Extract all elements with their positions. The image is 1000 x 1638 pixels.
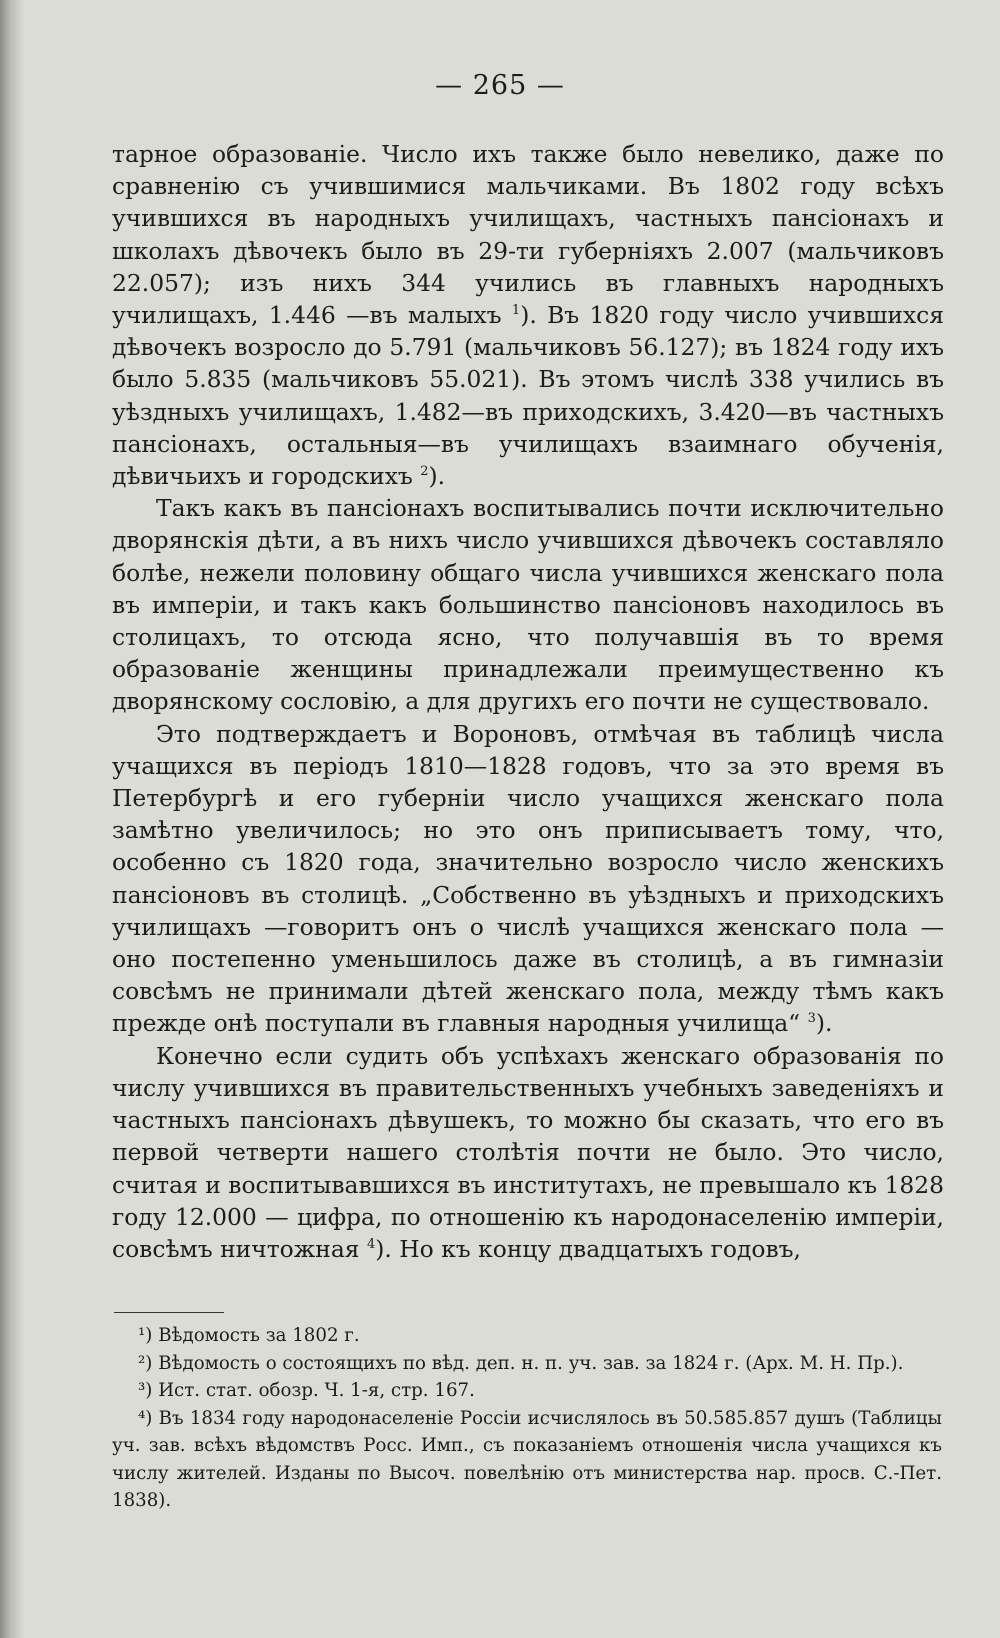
footnote-ref-2: 2 (420, 464, 429, 480)
footnotes (112, 1322, 942, 1515)
footnote-mark: ³) (138, 1380, 153, 1401)
paragraph-1-text-b: . Въ 1820 году число учившихся дѣвочекъ возросло до 5.791 (мальчиковъ 56.127); въ 1824 году ихъ было 5.835 (мальчиковъ 55.021). Въ этомъ числѣ 338 учились въ уѣздныхъ училищахъ, 1.482—въ приходскихъ, 3.420—въ частныхъ пансіонахъ, остальныя—въ училищахъ взаимнаго обученія, дѣвичьихъ и городскихъ (112, 301, 944, 491)
footnote-text: Вѣдомость за 1802 г. (158, 1325, 360, 1346)
paragraph-4-text-a: Конечно если судить объ успѣхахъ женскаго образованія по числу учившихся въ правительственныхъ учебныхъ заведеніяхъ и частныхъ пансіонахъ дѣвушекъ, то можно бы сказать, что его въ первой четверти нашего столѣтія почти не было. Это число, считая и воспитывавшихся въ институтахъ, не превышало къ 1828 году 12.000 — цифра, по отношенію къ народонаселенію имперіи, совсѣмъ ничтожная (112, 1041, 944, 1263)
footnote-text: Въ 1834 году народонаселеніе Россіи исчислялось въ 50.585.857 душъ (Таблицы уч. зав. всѣхъ вѣдомствъ Росс. Имп., съ показаніемъ отношенія числа учащихся къ числу жителей. Изданы по Высоч. повелѣнію отъ министерства нар. просв. С.-Пет. 1838). (112, 1407, 942, 1511)
footnote-mark: ²) (138, 1352, 153, 1374)
page-number: — 265 — (435, 70, 565, 101)
paragraph-1: тарное образованіе. Число ихъ также было невелико, даже по сравненію съ учившимися мальчиками. Въ 1802 году всѣхъ учившихся въ народныхъ училищахъ, частныхъ пансіонахъ и школахъ дѣвочекъ было въ 29-ти губерніяхъ 2.007 (мальчиковъ 22.057); изъ нихъ 344 учились въ главныхъ народныхъ училищахъ, 1.446 —въ малыхъ $^1$). Въ 1820 году число учившихся дѣвочекъ возросло до 5.791 (мальчиковъ 56.127); въ 1824 году ихъ было 5.835 (мальчиковъ 55.021). Въ этомъ числѣ 338 учились въ уѣздныхъ училищахъ, 1.482—въ приходскихъ, 3.420—въ частныхъ пансіонахъ, остальныя—въ училищахъ взаимнаго обученія, дѣвичьихъ и городскихъ $^2$). (112, 140, 944, 491)
page-gutter-shadow (0, 0, 24, 1638)
footnote-text: Вѣдомость о состоящихъ по вѣд. деп. н. п. уч. зав. за 1824 г. (Арх. М. Н. Пр.). (158, 1352, 904, 1374)
footnote-ref-1: 1 (511, 303, 521, 319)
main-text (112, 138, 944, 1265)
footnote-4 (112, 1405, 942, 1515)
paragraph-4: Конечно если судить объ успѣхахъ женскаго образованія по числу учившихся въ правительственныхъ учебныхъ заведеніяхъ и частныхъ пансіонахъ дѣвушекъ, то можно бы сказать, что его въ первой четверти нашего столѣтія почти не было. Это число, считая и воспитывавшихся въ институтахъ, не превышало къ 1828 году 12.000 — цифра, по отношенію къ народонаселенію имперіи, совсѣмъ ничтожная $^4$). Но къ концу двадцатыхъ годовъ, (112, 1041, 944, 1263)
footnote-separator (114, 1312, 224, 1313)
footnote-ref-3: 3 (807, 1011, 816, 1027)
footnote-1 (112, 1322, 942, 1350)
paragraph-3-text: Это подтверждаетъ и Вороновъ, отмѣчая въ таблицѣ числа учащихся въ періодъ 1810—1828 годовъ, что за это время въ Петербургѣ и его губерніи число учащихся женскаго пола замѣтно увеличилось; но это онъ приписываетъ тому, что, особенно съ 1820 года, значительно возросло число женскихъ пансіоновъ въ столицѣ. „Собственно въ уѣздныхъ и приходскихъ училищахъ —говоритъ онъ о числѣ учащихся женскаго пола — оно постепенно уменьшилось даже въ столицѣ, а въ гимназіи совсѣмъ не принимали дѣтей женскаго пола, между тѣмъ какъ прежде онѣ поступали въ главныя народныя училища“ (112, 719, 944, 1038)
paragraph-3 (112, 718, 944, 1040)
paragraph-2: Такъ какъ въ пансіонахъ воспитывались почти исключительно дворянскія дѣти, а въ нихъ число учившихся дѣвочекъ составляло болѣе, нежели половину общаго числа учившихся женскаго пола въ имперіи, и такъ какъ большинство пансіоновъ находилось въ столицахъ, то отсюда ясно, что получавшія въ то время образованіе женщины принадлежали преимущественно къ дворянскому сословію, а для другихъ его почти не существовало. (112, 494, 944, 716)
footnote-2 (112, 1350, 942, 1378)
paragraph-1-text-a: тарное образованіе. Число ихъ также было невелико, даже по сравненію съ учившимися мальчиками. Въ 1802 году всѣхъ учившихся въ народныхъ училищахъ, частныхъ пансіонахъ и школахъ дѣвочекъ было въ 29-ти губерніяхъ 2.007 (мальчиковъ 22.057); изъ нихъ 344 учились въ главныхъ народныхъ училищахъ, 1.446 —въ малыхъ (112, 140, 944, 330)
paragraph-4-text-b: . Но къ концу двадцатыхъ годовъ, (384, 1234, 801, 1263)
footnote-ref-4: 4 (366, 1237, 376, 1253)
footnote-mark: ⁴) (138, 1407, 153, 1429)
footnote-mark: ¹) (138, 1325, 153, 1346)
closing-paren: ). (815, 1009, 833, 1038)
footnote-text: Ист. стат. обозр. Ч. 1-я, стр. 167. (158, 1380, 475, 1401)
footnote-3 (112, 1377, 942, 1405)
